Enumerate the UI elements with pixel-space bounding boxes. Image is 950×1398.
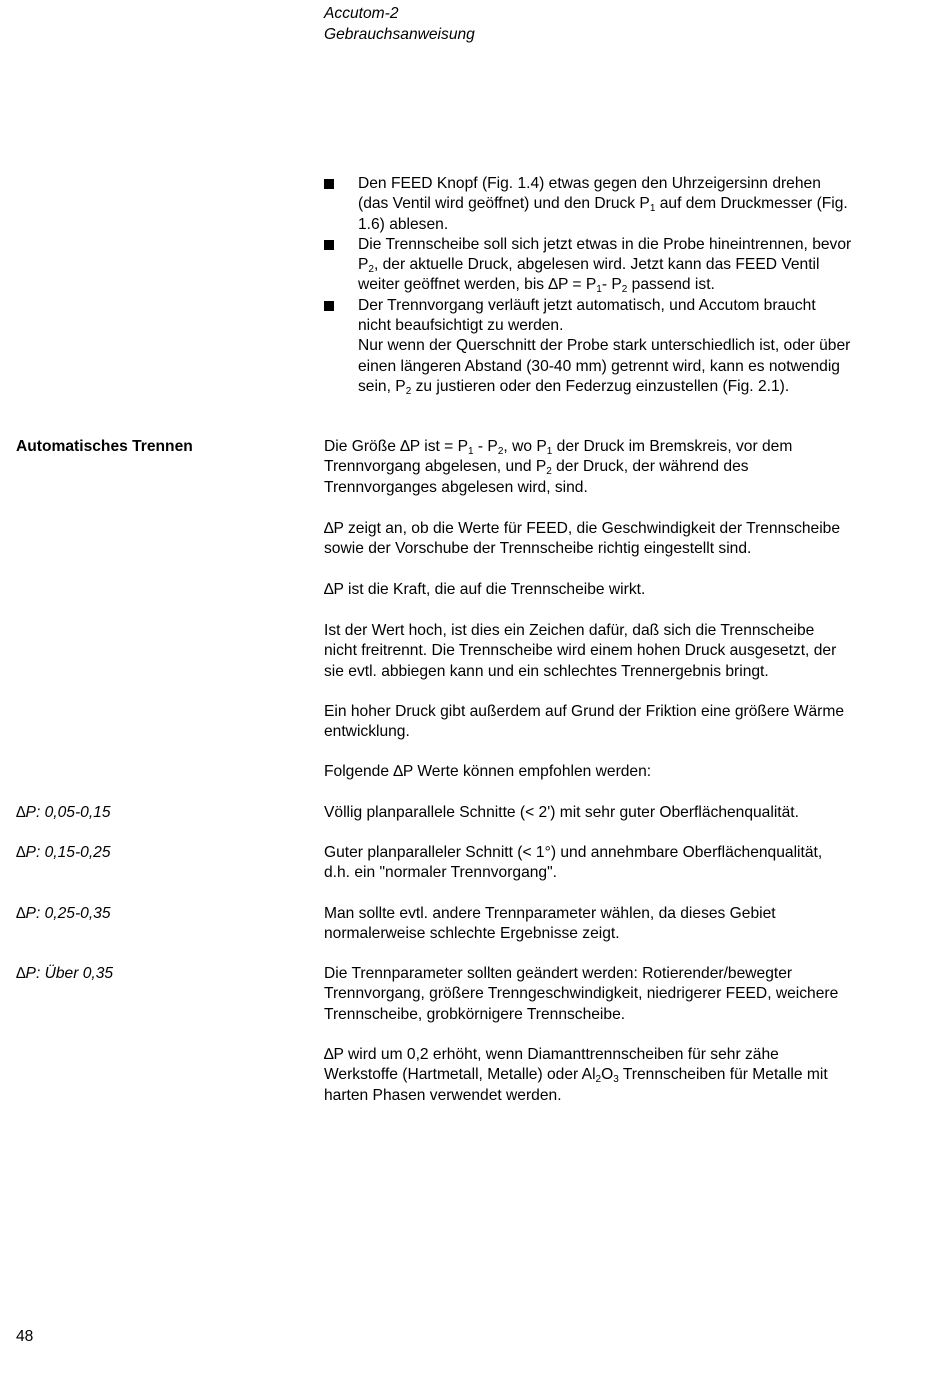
section-heading: Automatisches Trennen [16,438,193,455]
text-line: Trennscheibe, grobkörnigere Trennscheibe. [324,1005,626,1023]
text-line: Trennvorgang, größere Trenngeschwindigkeit, niedrigerer FEED, weichere [324,985,839,1003]
text-line: weiter geöffnet werden, bis $\Delta P = P_1-$ $P_2$ passend ist. [358,276,715,296]
bullet-item [324,296,924,397]
text-line: Die Trennscheibe soll sich jetzt etwas in die Probe hineintrennen, bevor [358,235,852,253]
square-bullet-icon [324,179,334,189]
delta-p-range-description [324,904,924,945]
delta-p-range-label: ∆P: 0,05-0,15 [16,804,111,821]
page-header [324,4,475,45]
bullet-item [324,174,924,235]
paragraph [324,702,924,743]
text-line: Die Größe ∆P ist = $P_1 - P_2$, wo $P_1$ der Druck im Bremskreis, vor dem [324,438,793,457]
delta-p-range-label: ∆P: Über 0,35 [16,965,114,982]
text-line: ∆P ist die Kraft, die auf die Trennscheibe wirkt. [324,581,646,598]
text-line: Guter planparalleler Schnitt (< 1°) und annehmbare Oberflächenqualität, [324,844,823,861]
paragraph [324,437,924,498]
text-line: d.h. ein "normaler Trennvorgang". [324,864,557,882]
text-line: ∆P wird um 0,2 erhöht, wenn Diamanttrennscheiben für sehr zähe [324,1046,779,1063]
paragraph [324,580,924,600]
text-line: entwicklung. [324,723,410,741]
text-line: (das Ventil wird geöffnet) und den Druck $P_1$ auf dem Druckmesser (Fig. [358,195,848,215]
text-line: Trennvorgang abgelesen, und $P_2$ der Druck, der während des [324,458,749,478]
bullet-item [324,235,924,296]
text-line: Der Trennvorgang verläuft jetzt automatisch, und Accutom braucht [358,296,816,314]
text-line: nicht freitrennt. Die Trennscheibe wird einem hohen Druck ausgesetzt, der [324,642,837,660]
text-line: Die Trennparameter sollten geändert werden: Rotierender/bewegter [324,965,793,982]
text-line: 1.6) ablesen. [358,215,449,233]
text-line: Nur wenn der Querschnitt der Probe stark unterschiedlich ist, oder über [358,337,851,355]
text-line: Trennvorganges abgelesen wird, sind. [324,478,588,496]
instruction-bullet-list [324,174,924,397]
text-line: harten Phasen verwendet werden. [324,1086,562,1104]
delta-p-range-description [324,843,924,884]
paragraph [324,762,924,782]
paragraph [324,519,924,560]
text-line: sie evtl. abbiegen kann und ein schlechtes Trennergebnis bringt. [324,662,769,680]
square-bullet-icon [324,301,334,311]
final-paragraph [324,1045,924,1106]
delta-p-range-description [324,964,924,1025]
text-line: normalerweise schlechte Ergebnisse zeigt. [324,925,620,943]
square-bullet-icon [324,240,334,250]
bullet-text [358,235,924,296]
header-document-type: Gebrauchsanweisung [324,25,475,43]
page-number: 48 [16,1328,34,1345]
header-product-name: Accutom-2 [324,5,399,22]
text-line: nicht beaufsichtigt zu werden. [358,317,564,335]
text-line: Ein hoher Druck gibt außerdem auf Grund der Friktion eine größere Wärme [324,703,845,720]
delta-p-range-description [324,803,924,823]
text-line: Völlig planparallele Schnitte (< 2') mit sehr guter Oberflächenqualität. [324,804,799,821]
bullet-text [358,296,924,397]
text-line: Folgende ∆P Werte können empfohlen werden: [324,763,652,780]
text-line: einen längeren Abstand (30-40 mm) getrennt wird, kann es notwendig [358,357,840,375]
delta-p-range-label: ∆P: 0,25-0,35 [16,905,111,922]
delta-p-range-label: ∆P: 0,15-0,25 [16,844,111,861]
text-line: Den FEED Knopf (Fig. 1.4) etwas gegen den Uhrzeigersinn drehen [358,175,821,192]
paragraph [324,621,924,682]
text-line: sowie der Vorschube der Trennscheibe richtig eingestellt sind. [324,540,752,558]
text-line: Werkstoffe (Hartmetall, Metalle) oder $Al_2O_3$ Trennscheiben für Metalle mit [324,1066,828,1086]
text-line: $P_2$, der aktuelle Druck, abgelesen wird. Jetzt kann das FEED Ventil [358,256,820,276]
text-line: Ist der Wert hoch, ist dies ein Zeichen dafür, daß sich die Trennscheibe [324,622,815,639]
bullet-text [358,174,924,235]
text-line: ∆P zeigt an, ob die Werte für FEED, die Geschwindigkeit der Trennscheibe [324,520,841,537]
text-line: sein, $P_2$ zu justieren oder den Federzug einzustellen (Fig. 2.1). [358,377,790,397]
text-line: Man sollte evtl. andere Trennparameter wählen, da dieses Gebiet [324,905,776,922]
